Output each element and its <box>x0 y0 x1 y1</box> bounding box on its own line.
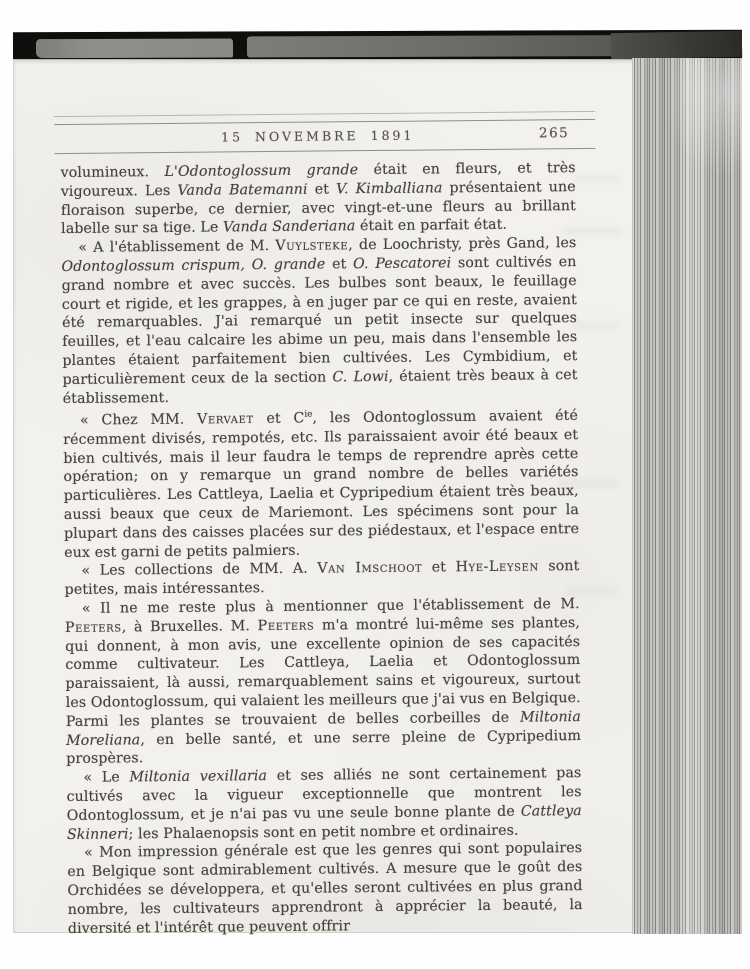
paragraph <box>61 234 578 408</box>
text-segment: sont cultivés en grand nombre et avec succès. Les bulbes sont beaux, le feuillage court et rigide, et les grappes, à en juger par ce qui en reste, avaient été remarquables. J'ai remarqué un petit insecte sur quelques feuilles, et l'eau calcaire les abime un peu, mais dans l'ensemble les plantes étaient parfaitement bien cultivées. Les Cymbidium, et particulièrement ceux de la section <box>61 254 578 388</box>
text-segment: , étaient très beaux à cet établissement. <box>62 366 578 407</box>
text-segment: et <box>422 559 456 577</box>
text-segment: Peeters <box>64 619 122 636</box>
show-through-smudge <box>570 322 620 329</box>
text-segment: volumineux. <box>60 164 165 182</box>
paragraph <box>61 159 577 239</box>
text-segment: et ses alliés ne sont certainement pas cultivés avec la vigueur exceptionnelle que montrent les Odontoglossum, et je n'ai pas vu une seule bonne plante de <box>66 765 582 824</box>
page-content <box>60 111 583 938</box>
text-segment: était en fleurs, et très vigoureux. Les <box>60 160 576 200</box>
text-segment: Van Imschoot <box>317 560 423 578</box>
text-segment: ; les Phalaenopsis sont en petit nombre et ordinaires. <box>128 822 519 843</box>
text-segment: , de Loochristy, près Gand, les <box>348 235 577 254</box>
book-top-edge-block-middle <box>247 35 627 57</box>
text-segment: et C <box>253 410 305 428</box>
text-segment: « Chez MM. <box>79 411 198 429</box>
header-rule-top-outer <box>54 111 595 117</box>
show-through-smudge <box>574 175 620 182</box>
text-segment: , en belle santé, et une serre pleine de Cypripedium prospères. <box>66 727 582 768</box>
text-segment: Vanda Sanderiana <box>222 218 356 236</box>
text-segment: et <box>307 181 337 198</box>
header-date: 15 NOVEMBRE 1891 <box>221 127 415 145</box>
text-segment: Odontoglossum crispum, O. grande <box>61 256 326 275</box>
paragraph <box>65 595 582 769</box>
book-top-edge-block-right <box>611 31 742 60</box>
text-segment: C. Lowi <box>332 368 389 386</box>
text-segment: O. Pescatorei <box>353 255 452 273</box>
header-page-number: 265 <box>538 125 570 142</box>
page-header <box>60 123 575 150</box>
text-segment: Peeters <box>257 617 315 635</box>
text-segment: Hye-Leysen <box>455 558 539 576</box>
text-segment: Miltonia Moreliana <box>65 708 581 749</box>
text-segment: « Le <box>83 769 130 787</box>
text-segment: Vervaet <box>196 411 254 428</box>
text-segment: m'a montré lui-même ses plantes, qui donnent, à mon avis, une excellente opinion de ses capacités comme cultivateur. Les Cattleya, Laelia et Odontoglossum paraissaient, là aussi, remarquablement sains et vigoureux, surtout les Odontoglossum, qui valaient les meilleurs que j'ai vus en Belgique. Parmi les plantes se trouvaient de belles corbeilles de <box>65 614 581 730</box>
text-segment: ie <box>304 409 313 421</box>
text-segment: « A l'établissement de M. <box>78 238 276 257</box>
text-segment: présentaient une floraison superbe, ce dernier, avec vingt-et-une fleurs au brillant labelle sur sa tige. Le <box>60 178 577 238</box>
text-segment: et <box>325 256 354 273</box>
text-segment: sont petites, mais intéressantes. <box>64 558 580 599</box>
text-segment: Vuylsteke <box>275 237 349 255</box>
text-segment: , les Odontoglossum avaient été récemment divisés, rempotés, etc. Ils paraissaient avoir été beaux et bien cultivés, mais il leur faudra le temps de reprendre après cette opération; on y remarque un grand nombre de belles variétés particulières. Les Cattleya, Laelia et Cypripedium étaient très beaux, aussi beaux que ceux de Mariemont. Les spécimens sont pour la plupart dans des caisses placées sur des piédestaux, et l'espace entre eux est garni de petits palmiers. <box>63 408 580 561</box>
text-segment: , à Bruxelles. M. <box>121 618 258 636</box>
text-segment: « Mon impression générale est que les genres qui sont populaires en Belgique sont admirablement cultivés. A mesure que le goût des Orchidées se développera, et qu'elles seront cultivées en plus grand nombre, les cultivateurs apprendront à apprécier la beauté, la diversité et l'intérêt que peuvent offrir <box>67 840 583 937</box>
text-segment: était en parfait état. <box>355 217 508 235</box>
text-segment: « Les collections de MM. A. <box>81 561 318 580</box>
paragraph <box>64 558 579 601</box>
text-segment: Cattleya Skinneri <box>66 802 582 843</box>
text-segment: « Il ne me reste plus à mentionner que l'établissement de M. <box>81 596 580 617</box>
text-segment: L'Odontoglossum grande <box>164 162 359 181</box>
book-top-edge-block-left <box>36 39 233 59</box>
text-segment: Vanda Batemanni <box>177 181 308 199</box>
text-segment: Miltonia vexillaria <box>129 768 268 786</box>
paragraph <box>67 839 583 938</box>
body-text <box>61 159 583 938</box>
scanned-page <box>13 59 742 937</box>
page-edge-stripes <box>632 58 742 934</box>
text-segment: V. Kimballiana <box>335 180 443 198</box>
paragraph <box>66 764 582 844</box>
paragraph <box>63 403 579 562</box>
